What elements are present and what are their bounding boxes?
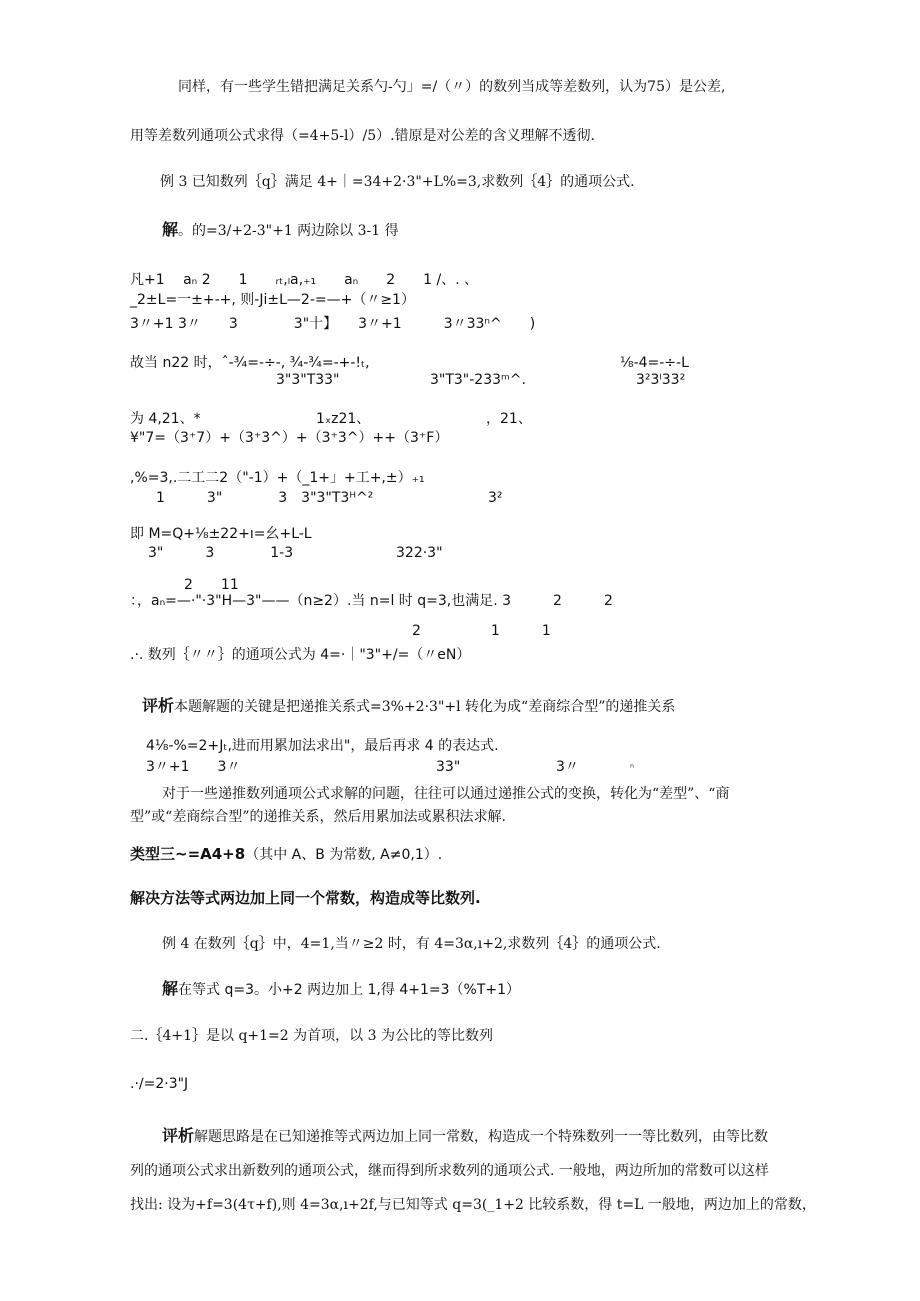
solution-label: 解: [162, 979, 179, 998]
math-line: ¥"7=（3⁺7）+（3⁺3^）+（3⁺3^）++（3⁺F）: [130, 430, 449, 446]
math-line: 3²: [488, 490, 503, 506]
type-3-method: 解决方法等式两边加上同一个常数，构造成等比数列.: [130, 889, 481, 907]
paragraph-line: 型”或“差商综合型”的递推关系，然后用累加法或累积法求解.: [130, 809, 506, 825]
commentary-line: 33": [436, 759, 461, 775]
math-line: 2 1 1: [412, 623, 551, 639]
example-4-line: 二.｛4+1｝是以 q+1=2 为首项，以 3 为公比的等比数列: [130, 1028, 493, 1044]
example-4-solution: [162, 980, 520, 999]
math-line: 3"3"T33": [276, 372, 340, 388]
paragraph-line: 用等差数列通项公式求得（=4+5-l）/5）.错原是对公差的含义理解不透彻.: [130, 128, 596, 144]
example-3-solution: [162, 221, 399, 240]
math-line: 1ₓz21、: [316, 411, 371, 427]
math-line: _2±L=一±+-+, 则-Ji±L—2-=—+（〃≥1）: [130, 292, 415, 308]
solution-label: 解: [162, 220, 179, 239]
math-line: 3〃+1 3〃 3 3"十】 3〃+1 3〃33ⁿ^ ): [130, 316, 536, 332]
math-line: ，21、: [486, 411, 532, 427]
solution-text: 在等式 q=3。小+2 两边加上 1,得 4+1=3（%T+1）: [178, 982, 521, 998]
example-3-statement: 例 3 已知数列｛q｝满足 4+｜=34+2·3"+L%=3,求数列｛4｝的通项公式.: [160, 174, 635, 190]
commentary-label: 评析: [162, 1126, 195, 1145]
math-line: 凡+1 aₙ 2 1 ᵣₜ,ₗa,₊₁ aₙ 2 1 /、. 、: [130, 272, 479, 288]
commentary-line: 3〃: [556, 759, 579, 775]
math-line: 322·3": [396, 545, 443, 561]
example-4-line: .·∕=2·3"J: [130, 1076, 189, 1092]
example-4-statement: 例 4 在数列｛q｝中，4=1,当〃≥2 时，有 4=3α,ı+2,求数列｛4｝的通项公式.: [162, 936, 661, 952]
commentary-label: 评析: [142, 696, 175, 715]
commentary-line: 3〃+1 3〃: [146, 759, 241, 775]
paragraph-line: 对于一些递推数列通项公式求解的问题，往往可以通过递推公式的变换，转化为“差型”、“商: [162, 786, 730, 802]
commentary-2: [162, 1127, 768, 1146]
math-line: 3"T3"-233ᵐ^.: [430, 372, 526, 388]
math-line: ,%=3,.二工二2（"-1）+（_1+」+工+,±）₊₁: [130, 470, 425, 486]
commentary-line: 4⅛-%=2+Jₜ,进而用累加法求出"，最后再求 4 的表达式.: [146, 738, 499, 754]
commentary-text: 本题解题的关键是把递推关系式=3%+2·3"+l 转化为成“差商综合型”的递推关系: [174, 699, 676, 715]
math-line: 1 3" 3 3"3"T3ᴴ^²: [156, 490, 374, 506]
math-line: .·. 数列｛〃〃｝的通项公式为 4=·｜"3"+/=（〃eN）: [130, 647, 471, 663]
commentary-line: 找出: 设为+f=3(4τ+f),则 4=3α,ı+2f,与已知等式 q=3(_1+2 比较系数，得 t=L 一般地，两边加上的常数，: [130, 1197, 816, 1213]
math-line: 故当 n22 时，ˆ-¾=-÷-, ¾-¾=-+-!ₜ,: [130, 355, 370, 371]
math-line: 3²3ˡ33²: [636, 372, 686, 388]
commentary-1: [142, 697, 675, 716]
type-3-title: 类型三~=A4+8: [130, 845, 246, 863]
commentary-line: 列的通项公式求出新数列的通项公式，继而得到所求数列的通项公式. 一般地，两边所加的常数可以这样: [130, 1163, 769, 1179]
commentary-text: 解题思路是在已知递推等式两边加上同一常数，构造成一个特殊数列一一等比数列，由等比数: [194, 1129, 769, 1145]
math-line: 2 11: [184, 577, 239, 593]
paragraph-line: 同样，有一些学生错把满足关系勺-勺」=/（〃）的数列当成等差数列，认为75）是公差,: [178, 79, 726, 95]
math-line: 3" 3 1-3: [148, 545, 294, 561]
type-3-condition: （其中 A、B 为常数, A≠0,1）.: [245, 847, 443, 863]
math-line: 为 4,21、*: [130, 411, 201, 427]
math-line: 即 M=Q+⅛±22+ı=幺+L-L: [130, 526, 312, 542]
commentary-line: ⁿ: [630, 763, 634, 774]
type-3-heading: [130, 845, 442, 864]
math-line: ：，aₙ=—·"·3"H—3"——（n≥2）.当 n=l 时 q=3,也满足. 3 2 2: [130, 593, 613, 609]
solution-text: 。的=3/+2-3"+1 两边除以 3-1 得: [178, 223, 399, 239]
math-line: ⅛-4=-÷-L: [620, 355, 689, 371]
